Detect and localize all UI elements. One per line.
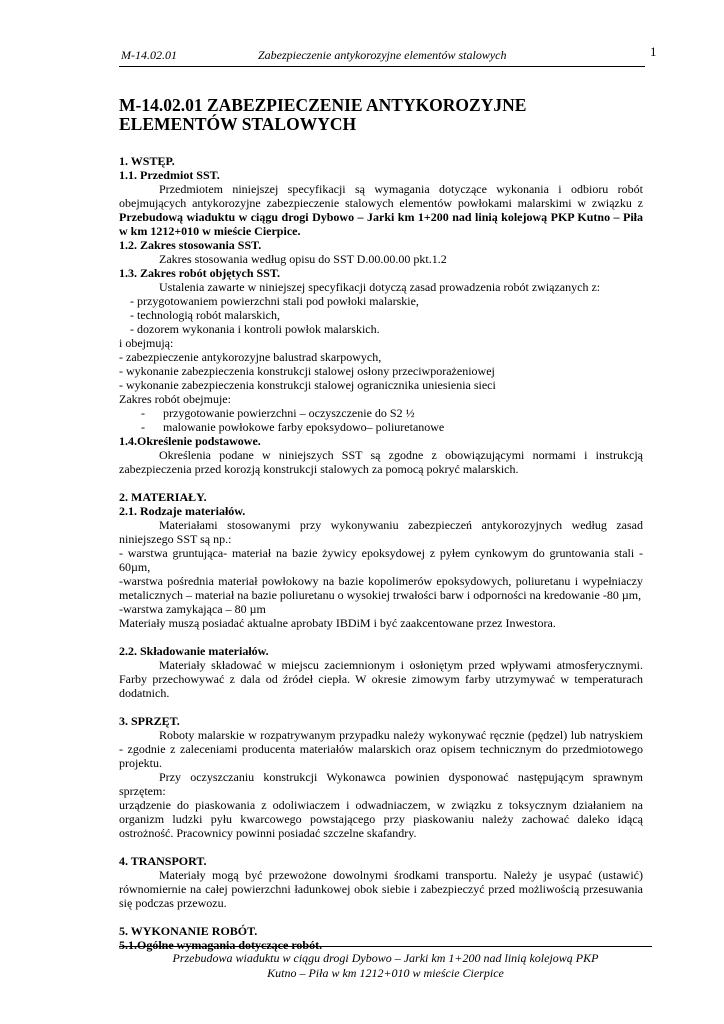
section-5-1-heading: 5.1.Ogólne wymagania dotyczące robót.: [119, 938, 323, 952]
footer-line-1: Przebudowa wiaduktu w ciągu drogi Dybowo – Jarki km 1+200 nad linią kolejową PKP: [172, 951, 599, 965]
section-1-4-text: Określenia podane w niniejszych SST są zgodne z obowiązującymi normami i instrukcją zabezpieczenia przed korozją konstrukcji stalowych za pomocą pokryć malarskich.: [119, 448, 643, 476]
footer-rule: [119, 946, 652, 947]
footer: [119, 951, 652, 981]
section-1-4-heading: 1.4.Określenie podstawowe.: [119, 434, 261, 448]
page-number: 1: [650, 44, 657, 59]
section-3-text-1: Roboty malarskie w rozpatrywanym przypadku należy wykonywać ręcznie (pędzel) lub natryskiem - zgodnie z zaleceniami producenta materiałów malarskich oraz opisem technicznym do przedmiotowego projektu.: [119, 728, 643, 770]
section-1-heading: 1. WSTĘP.: [119, 154, 175, 168]
footer-line-2: Kutno – Piła w km 1212+010 w mieście Cierpice: [267, 966, 504, 980]
section-2-2-heading: 2.2. Składowanie materiałów.: [119, 644, 269, 658]
list-item: -warstwa pośrednia materiał powłokowy na bazie kopolimerów epoksydowych, poliuretanu i wypełniaczy metalicznych – materiał na bazie poliuretanu o wysokiej trwałości barw i odporności na kredowanie -80 µm,: [119, 574, 643, 602]
list-item: - dozorem wykonania i kontroli powłok malarskich.: [130, 322, 380, 336]
section-1-3-scope: Zakres robót obejmuje:: [119, 392, 231, 406]
list-item: - technologią robót malarskich,: [130, 308, 280, 322]
header-code: M-14.02.01: [121, 48, 177, 62]
section-4-heading: 4. TRANSPORT.: [119, 854, 207, 868]
section-1-3-heading: 1.3. Zakres robót objętych SST.: [119, 266, 281, 280]
section-1-1-text-bold: Przebudową wiaduktu w ciągu drogi Dybowo – Jarki km 1+200 nad linią kolejową PKP Kutno – Piła w km 1212+010 w mieście Cierpice.: [119, 210, 643, 238]
header-title: Zabezpieczenie antykorozyjne elementów stalowych: [258, 48, 507, 62]
section-2-1-heading: 2.1. Rodzaje materiałów.: [119, 504, 246, 518]
section-3-text-2: Przy oczyszczaniu konstrukcji Wykonawca powinien dysponować następującym sprawnym sprzętem:: [119, 770, 643, 798]
list-item: - przygotowanie powierzchni – oczyszczenie do S2 ½: [141, 406, 415, 420]
section-1-2-heading: 1.2. Zakres stosowania SST.: [119, 238, 262, 252]
section-2-heading: 2. MATERIAŁY.: [119, 490, 207, 504]
section-1-3-text: Ustalenia zawarte w niniejszej specyfikacji dotyczą zasad prowadzenia robót związanych z:: [159, 280, 601, 294]
document-body: [119, 96, 643, 952]
list-item: - zabezpieczenie antykorozyjne balustrad skarpowych,: [119, 350, 382, 364]
section-1-3-includes: i obejmują:: [119, 336, 174, 350]
section-1-2-text: Zakres stosowania według opisu do SST D.00.00.00 pkt.1.2: [159, 252, 447, 266]
list-item: - wykonanie zabezpieczenia konstrukcji stalowej ogranicznika uniesienia sieci: [119, 378, 496, 392]
section-1-1-text-a: Przedmiotem niniejszej specyfikacji są wymagania dotyczące wykonania i odbioru robót obejmujących antykorozyjne zabezpieczenie stalowych elementów powłokami malarskimi w związku z: [119, 182, 643, 210]
section-5-heading: 5. WYKONANIE ROBÓT.: [119, 924, 258, 938]
section-2-1-note: Materiały muszą posiadać aktualne aprobaty IBDiM i być zaakcentowane przez Inwestora.: [119, 616, 556, 630]
list-item: - wykonanie zabezpieczenia konstrukcji stalowej osłony przeciwporażeniowej: [119, 364, 495, 378]
section-2-1-text: Materiałami stosowanymi przy wykonywaniu zabezpieczeń antykorozyjnych według zasad niniejszego SST są np.:: [119, 518, 643, 546]
section-2-2-text: Materiały składować w miejscu zaciemnionym i osłoniętym przed wpływami atmosferycznymi. Farby przechowywać z dala od źródeł ciepła. W okresie zimowym farby utrzymywać w temperaturach dodatnich.: [119, 658, 643, 700]
section-1-1-heading: 1.1. Przedmiot SST.: [119, 168, 220, 182]
section-4-text: Materiały mogą być przewożone dowolnymi środkami transportu. Należy je usypać (ustawić) równomiernie na całej powierzchni ładunkowej obok siebie i zabezpieczyć przed możliwością przesuwania się podczas przewozu.: [119, 868, 643, 910]
section-3-text-3: urządzenie do piaskowania z odoliwiaczem i odwadniaczem, w związku z toksycznym działaniem na organizm ludzki pyłu kwarcowego powstającego przy piaskowaniu należy zachować daleko idącą ostrożność. Pracownicy powinni posiadać szczelne skafandry.: [119, 798, 643, 840]
list-item: - warstwa gruntująca- materiał na bazie żywicy epoksydowej z pyłem cynkowym do gruntowania stali - 60µm,: [119, 546, 643, 574]
list-item: -warstwa zamykająca – 80 µm: [119, 602, 266, 616]
list-item: - przygotowaniem powierzchni stali pod powłoki malarskie,: [130, 294, 419, 308]
section-3-heading: 3. SPRZĘT.: [119, 714, 180, 728]
section-1-1-text: [119, 182, 643, 238]
document-title: M-14.02.01 ZABEZPIECZENIE ANTYKOROZYJNE ELEMENTÓW STALOWYCH: [119, 95, 527, 134]
header-rule: [119, 66, 645, 67]
list-item: - malowanie powłokowe farby epoksydowo– poliuretanowe: [141, 420, 445, 434]
